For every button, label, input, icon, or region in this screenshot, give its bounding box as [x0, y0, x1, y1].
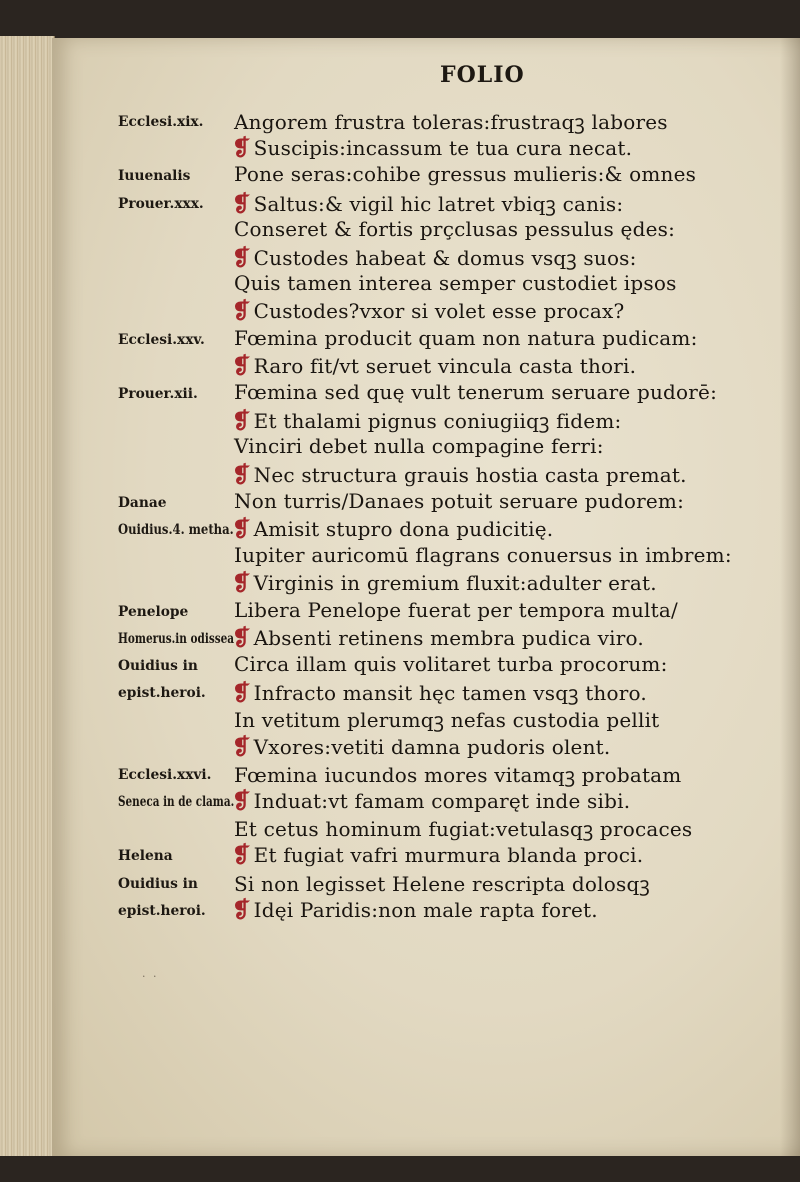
line-text: Amisit stupro dona pudicitię.: [253, 517, 554, 541]
verse-line: [52, 326, 800, 353]
rubric-paragraph-mark: ❡: [232, 842, 251, 869]
pentameter-line: [232, 897, 598, 923]
hexameter-line: [234, 380, 717, 404]
marginal-note: epist.heroi.: [118, 902, 206, 919]
line-text: Fœmina producit quam non natura pudicam:: [234, 325, 698, 350]
verse-line: [52, 407, 800, 434]
pentameter-line: [232, 625, 644, 651]
hexameter-line: [234, 162, 696, 186]
line-text: Quis tamen interea semper custodiet ipsos: [234, 271, 677, 296]
rubric-paragraph-mark: ❡: [232, 245, 251, 271]
line-text: Pone seras:cohibe gressus mulieris:& omnes: [234, 162, 697, 187]
line-text: Si non legisset Helene rescripta dolosqꝫ: [234, 871, 650, 896]
hexameter-line: [234, 326, 698, 350]
marginal-note: Seneca in de clama.: [118, 794, 235, 810]
pentameter-line: [232, 190, 623, 217]
hexameter-line: [234, 434, 604, 458]
hexameter-line: [234, 108, 668, 135]
marginal-note: Penelope: [118, 603, 189, 620]
pentameter-line: [232, 462, 687, 488]
marginal-note: Ecclesi.xxv.: [118, 331, 205, 348]
verse-line: [52, 706, 800, 733]
marginal-note: Prouer.xii.: [118, 386, 198, 402]
verse-line: [52, 761, 800, 788]
verse-line: [52, 380, 800, 407]
line-text: Et thalami pignus coniugiiqꝫ fidem:: [253, 409, 622, 434]
verse-line: [52, 162, 800, 189]
pentameter-line: [232, 734, 610, 760]
line-text: Saltus:& vigil hic latret vbiqꝫ canis:: [253, 191, 624, 216]
pentameter-line: [232, 298, 624, 324]
verse-line: [52, 244, 800, 271]
verse-line: [52, 190, 800, 217]
verse-line: [52, 788, 800, 815]
hexameter-line: [234, 870, 650, 897]
pentameter-line: [232, 679, 647, 706]
rubric-paragraph-mark: ❡: [232, 461, 251, 488]
line-text: Vxores:vetiti damna pudoris olent.: [253, 734, 611, 759]
line-text: Raro fit/vt seruet vincula casta thori.: [253, 353, 637, 378]
line-text: Et cetus hominum fugiat:vetulasqꝫ procaces: [234, 817, 693, 842]
verse-line: [52, 135, 800, 162]
hexameter-line: [234, 217, 675, 241]
marginal-note: Prouer.xxx.: [118, 195, 204, 212]
line-text: Conseret & fortis prçclusas pessulus ędes:: [234, 216, 676, 241]
hexameter-line: [234, 598, 678, 622]
rubric-paragraph-mark: ❡: [232, 624, 251, 651]
hexameter-line: [234, 761, 681, 788]
pentameter-line: [232, 570, 657, 596]
marginal-note: Helena: [118, 848, 173, 865]
verse-line: [52, 516, 800, 543]
line-text: Non turris/Danaes potuit seruare pudorem:: [234, 488, 685, 513]
pentameter-line: [232, 788, 630, 814]
verse-line: [52, 598, 800, 625]
line-text: Idęi Paridis:non male rapta foret.: [253, 897, 598, 922]
rubric-paragraph-mark: ❡: [232, 516, 251, 542]
verse-line: [52, 489, 800, 516]
hexameter-line: [234, 652, 668, 676]
line-text: Circa illam quis volitaret turba procorum:: [234, 652, 668, 676]
verse-line: [52, 298, 800, 325]
rubric-paragraph-mark: ❡: [232, 680, 251, 707]
marginal-note: Homerus.in odissea: [118, 630, 235, 647]
pentameter-line: [232, 353, 636, 379]
marginal-note: Danae: [118, 494, 167, 511]
pentameter-line: [232, 842, 643, 868]
line-text: Vinciri debet nulla compagine ferri:: [234, 434, 604, 459]
verse-line: [52, 543, 800, 570]
hexameter-line: [234, 489, 684, 513]
line-text: Iupiter auricomū flagrans conuersus in imbrem:: [234, 543, 732, 568]
line-text: Et fugiat vafri murmura blanda proci.: [253, 843, 644, 868]
folio-header: FOLIO: [440, 62, 525, 88]
rubric-paragraph-mark: ❡: [232, 570, 251, 597]
footer-marks: · ·: [142, 970, 159, 983]
rubric-paragraph-mark: ❡: [232, 408, 251, 435]
rubric-paragraph-mark: ❡: [232, 352, 251, 379]
marginal-note: Ouidius in: [118, 875, 198, 892]
verse-line: [52, 353, 800, 380]
verse-line: [52, 625, 800, 652]
rubric-paragraph-mark: ❡: [232, 733, 251, 760]
pentameter-line: [232, 135, 632, 161]
marginal-note: epist.heroi.: [118, 685, 206, 702]
line-text: Angorem frustra toleras:frustraqꝫ labores: [234, 110, 668, 134]
verse-line: [52, 815, 800, 842]
hexameter-line: [234, 815, 692, 842]
marginal-note: Ouidius in: [118, 658, 198, 674]
verse-line: [52, 870, 800, 897]
hexameter-line: [234, 543, 732, 567]
rubric-paragraph-mark: ❡: [232, 896, 251, 923]
verse-line: [52, 462, 800, 489]
rubric-paragraph-mark: ❡: [232, 298, 251, 325]
verse-line: [52, 271, 800, 298]
rubric-paragraph-mark: ❡: [232, 190, 251, 217]
line-text: Fœmina sed quę vult tenerum seruare pudorē:: [234, 380, 718, 404]
line-text: Suscipis:incassum te tua cura necat.: [253, 136, 633, 161]
line-text: Induat:vt famam comparęt inde sibi.: [253, 789, 631, 813]
printed-page: [52, 38, 800, 1156]
line-text: Custodes?vxor si volet esse procax?: [253, 299, 625, 324]
pentameter-line: [232, 516, 553, 542]
line-text: Infracto mansit hęc tamen vsqꝫ thoro.: [253, 681, 647, 706]
hexameter-line: [234, 706, 659, 733]
line-text: Absenti retinens membra pudica viro.: [253, 625, 644, 650]
verse-line: [52, 434, 800, 461]
verse-line: [52, 679, 800, 706]
line-text: In vetitum plerumqꝫ nefas custodia pellit: [234, 708, 660, 733]
line-text: Nec structura grauis hostia casta premat.: [253, 462, 687, 487]
line-text: Fœmina iucundos mores vitamqꝫ probatam: [234, 762, 682, 787]
line-text: Virginis in gremium fluxit:adulter erat.: [253, 571, 657, 596]
marginal-note: Iuuenalis: [118, 168, 191, 185]
rubric-paragraph-mark: ❡: [232, 135, 251, 162]
page-stack-edges: [0, 36, 55, 1156]
rubric-paragraph-mark: ❡: [232, 788, 251, 814]
marginal-note: Ecclesi.xxvi.: [118, 766, 212, 783]
pentameter-line: [232, 407, 621, 434]
hexameter-line: [234, 271, 677, 295]
line-text: Libera Penelope fuerat per tempora multa/: [234, 597, 678, 622]
verse-line: [52, 842, 800, 869]
line-text: Custodes habeat & domus vsqꝫ suos:: [253, 246, 637, 270]
marginal-note: Ouidius.4. metha.: [118, 522, 234, 538]
verse-line: [52, 897, 800, 924]
verse-line: [52, 734, 800, 761]
verse-line: [52, 108, 800, 135]
verse-line: [52, 217, 800, 244]
verse-line: [52, 652, 800, 679]
pentameter-line: [232, 244, 637, 271]
marginal-note: Ecclesi.xix.: [118, 114, 204, 130]
verse-line: [52, 570, 800, 597]
